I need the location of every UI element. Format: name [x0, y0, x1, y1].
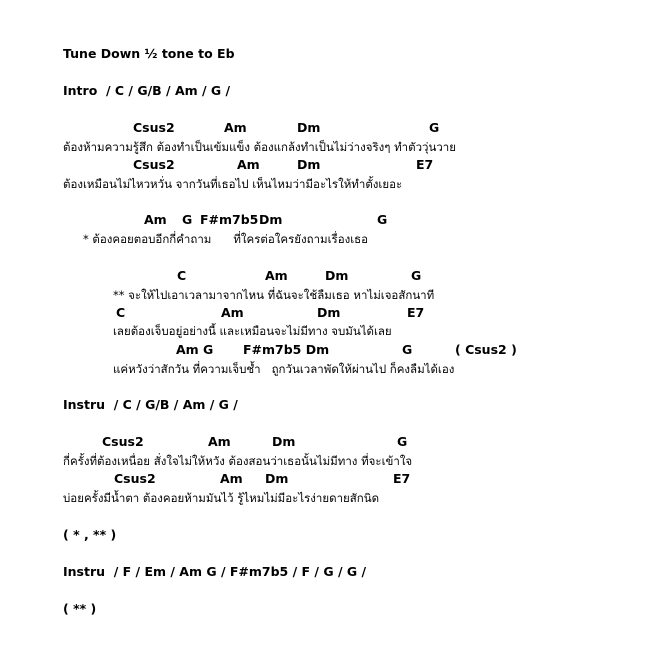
instru-line-1: Instru / C / G/B / Am / G / [63, 397, 238, 412]
chord: F#m7b5 [200, 212, 259, 227]
chord: Am [265, 268, 288, 283]
chord: Dm [297, 157, 321, 172]
chord: G [411, 268, 422, 283]
chord: E7 [416, 157, 434, 172]
instru-line-2: Instru / F / Em / Am G / F#m7b5 / F / G / G / [63, 564, 367, 579]
chord: Am [208, 434, 231, 449]
chord: Dm [259, 212, 283, 227]
intro-line: Intro / C / G/B / Am / G / [63, 83, 231, 98]
chord: G [377, 212, 388, 227]
chord: Am [144, 212, 167, 227]
chorus-lyric-2: เลยต้องเจ็บอยู่อย่างนี้ และเหมือนจะไม่มีทาง จบมันได้เลย [113, 324, 392, 338]
chorus-lyric-3: แค่หวังว่าสักวัน ที่ความเจ็บช้ำ ถูกวันเวลาพัดให้ผ่านไป ก็คงลืมได้เอง [113, 362, 455, 376]
chord: Csus2 [114, 471, 156, 486]
chorus-lyric-1: ** จะให้ไปเอาเวลามาจากไหน ที่ฉันจะใช้ลืมเธอ หาไม่เจอสักนาที [113, 288, 435, 302]
chord: Csus2 [133, 157, 175, 172]
chord: Dm [317, 305, 341, 320]
chord: Am [224, 120, 247, 135]
chord: G [429, 120, 440, 135]
verse1-lyric-1: ต้องห้ามความรู้สึก ต้องทำเป็นเข้มแข็ง ต้องแกล้งทำเป็นไม่ว่างจริงๆ ทำตัววุ่นวาย [63, 140, 456, 154]
chord: G [182, 212, 193, 227]
chord: Csus2 [133, 120, 175, 135]
chord: Dm [272, 434, 296, 449]
repeat-marker-1: ( * , ** ) [63, 527, 117, 542]
verse2-lyric-2: บ่อยครั้งมีน้ำตา ต้องคอยห้ามมันไว้ รู้ไหมไม่มีอะไรง่ายดายสักนิด [63, 491, 380, 505]
chord: F#m7b5 Dm [243, 342, 330, 357]
chord: E7 [407, 305, 425, 320]
chord: Dm [325, 268, 349, 283]
chord: Am [220, 471, 243, 486]
chord: G [402, 342, 413, 357]
chord: C [177, 268, 187, 283]
repeat-marker-2: ( ** ) [63, 601, 97, 616]
chord: G [397, 434, 408, 449]
chord: Am G [176, 342, 214, 357]
prechorus-lyric: * ต้องคอยตอบอีกกี่คำถาม ที่ใครต่อใครยังถามเรื่องเธอ [83, 232, 369, 246]
chord: Am [237, 157, 260, 172]
chord: C [116, 305, 126, 320]
tuning-note: Tune Down ½ tone to Eb [63, 46, 235, 61]
chord: Dm [265, 471, 289, 486]
chord: Csus2 [102, 434, 144, 449]
chord: ( Csus2 ) [455, 342, 517, 357]
chord: E7 [393, 471, 411, 486]
verse1-lyric-2: ต้องเหมือนไม่ไหวหวั่น จากวันที่เธอไป เห็นไหมว่ามีอะไรให้ทำตั้งเยอะ [63, 177, 403, 191]
verse2-lyric-1: กี่ครั้งที่ต้องเหนื่อย สั่งใจไม่ให้หวัง ต้องสอนว่าเธอนั้นไม่มีทาง ที่จะเข้าใจ [63, 454, 413, 468]
chord: Am [221, 305, 244, 320]
chord: Dm [297, 120, 321, 135]
